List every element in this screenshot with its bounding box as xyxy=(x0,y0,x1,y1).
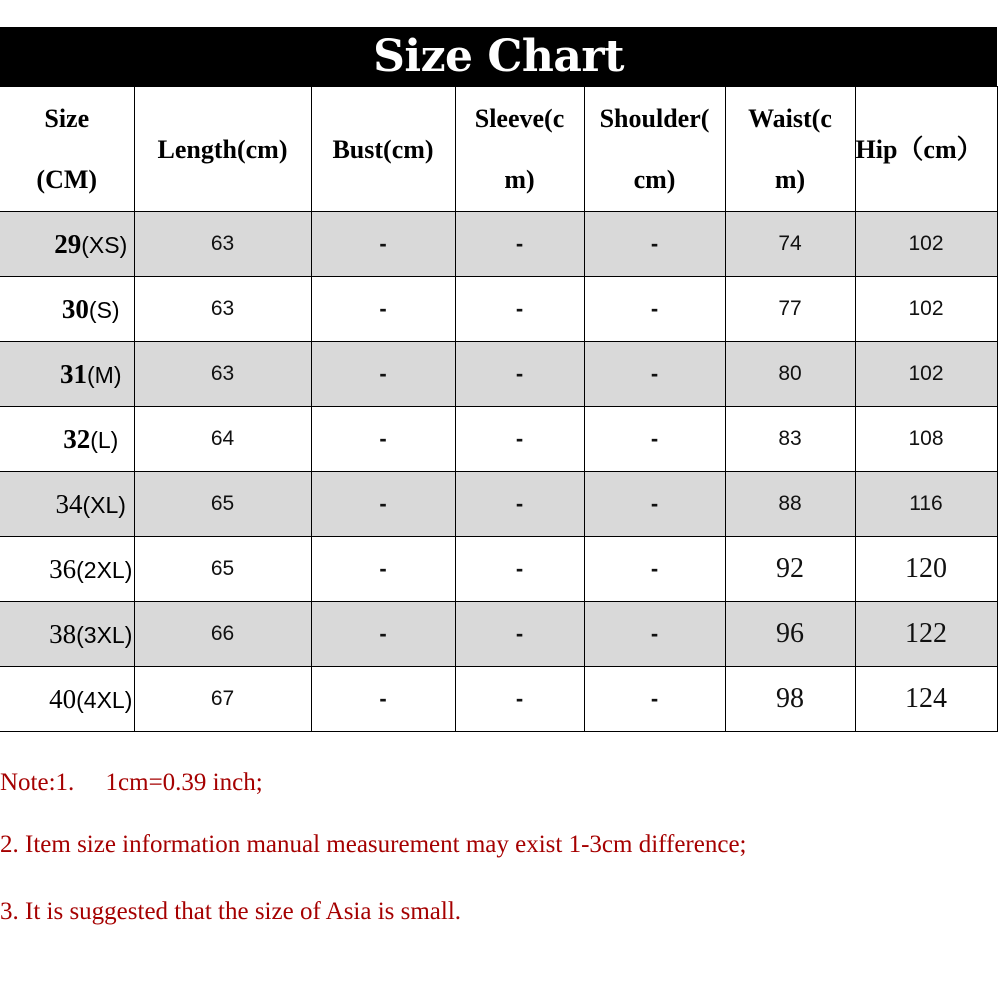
size-label: (4XL) xyxy=(76,686,133,713)
size-label: (XL) xyxy=(82,491,126,518)
table-row xyxy=(0,602,997,667)
sleeve-cell: - xyxy=(455,602,584,667)
shoulder-cell: - xyxy=(584,472,725,537)
bust-cell: - xyxy=(311,277,455,342)
shoulder-cell: - xyxy=(584,537,725,602)
waist-cell: 80 xyxy=(725,342,855,407)
sleeve-cell: - xyxy=(455,667,584,732)
waist-cell: 77 xyxy=(725,277,855,342)
length-cell: 66 xyxy=(134,602,311,667)
sleeve-cell: - xyxy=(455,342,584,407)
hip-cell: 124 xyxy=(855,667,997,732)
sleeve-cell: - xyxy=(455,472,584,537)
size-number: 40 xyxy=(49,683,77,714)
length-cell: 65 xyxy=(134,472,311,537)
size-label: (2XL) xyxy=(76,556,133,583)
hip-cell: 120 xyxy=(855,537,997,602)
table-row xyxy=(0,667,997,732)
size-number: 34 xyxy=(55,488,83,519)
length-cell: 67 xyxy=(134,667,311,732)
hip-cell: 122 xyxy=(855,602,997,667)
header-length: Length(cm) xyxy=(134,87,311,212)
header-shoulder: Shoulder( cm) xyxy=(584,87,725,212)
note-line-1: Note:1. 1cm=0.39 inch; xyxy=(0,769,263,796)
note-line-3: 3. It is suggested that the size of Asia is small. xyxy=(0,898,462,925)
size-cell xyxy=(0,342,134,407)
note-line-2: 2. Item size information manual measurement may exist 1-3cm difference; xyxy=(0,831,747,858)
table-header-row xyxy=(0,87,997,212)
size-number: 30 xyxy=(61,293,89,324)
header-bust: Bust(cm) xyxy=(311,87,455,212)
table-row xyxy=(0,407,997,472)
header-sleeve: Sleeve(c m) xyxy=(455,87,584,212)
bust-cell: - xyxy=(311,667,455,732)
sleeve-cell: - xyxy=(455,407,584,472)
waist-cell: 88 xyxy=(725,472,855,537)
header-size: Size (CM) xyxy=(0,87,134,212)
length-cell: 65 xyxy=(134,537,311,602)
table-row xyxy=(0,342,997,407)
size-cell xyxy=(0,602,134,667)
length-cell: 64 xyxy=(134,407,311,472)
hip-cell: 108 xyxy=(855,407,997,472)
hip-cell: 102 xyxy=(855,212,997,277)
length-cell: 63 xyxy=(134,212,311,277)
table-row xyxy=(0,277,997,342)
waist-cell: 92 xyxy=(725,537,855,602)
size-table xyxy=(0,86,998,732)
size-label: (M) xyxy=(87,361,122,388)
header-hip: Hip（cm） xyxy=(855,87,997,212)
shoulder-cell: - xyxy=(584,342,725,407)
size-number: 38 xyxy=(49,618,77,649)
sleeve-cell: - xyxy=(455,277,584,342)
bust-cell: - xyxy=(311,342,455,407)
shoulder-cell: - xyxy=(584,277,725,342)
length-cell: 63 xyxy=(134,342,311,407)
table-row xyxy=(0,472,997,537)
size-chart-title: Size Chart xyxy=(0,27,997,86)
hip-cell: 102 xyxy=(855,277,997,342)
waist-cell: 98 xyxy=(725,667,855,732)
size-label: (3XL) xyxy=(76,621,133,648)
size-number: 32 xyxy=(63,423,91,454)
size-number: 36 xyxy=(49,553,77,584)
table-row xyxy=(0,212,997,277)
bust-cell: - xyxy=(311,212,455,277)
header-waist: Waist(c m) xyxy=(725,87,855,212)
size-number: 29 xyxy=(54,228,82,259)
size-cell xyxy=(0,667,134,732)
size-cell xyxy=(0,407,134,472)
bust-cell: - xyxy=(311,472,455,537)
hip-cell: 102 xyxy=(855,342,997,407)
size-label: (XS) xyxy=(81,231,128,258)
shoulder-cell: - xyxy=(584,602,725,667)
size-cell xyxy=(0,472,134,537)
size-label: (S) xyxy=(88,296,120,323)
bust-cell: - xyxy=(311,537,455,602)
waist-cell: 83 xyxy=(725,407,855,472)
sleeve-cell: - xyxy=(455,212,584,277)
length-cell: 63 xyxy=(134,277,311,342)
table-row xyxy=(0,537,997,602)
size-number: 31 xyxy=(60,358,87,389)
shoulder-cell: - xyxy=(584,667,725,732)
hip-cell: 116 xyxy=(855,472,997,537)
shoulder-cell: - xyxy=(584,407,725,472)
size-cell xyxy=(0,212,134,277)
waist-cell: 96 xyxy=(725,602,855,667)
bust-cell: - xyxy=(311,407,455,472)
shoulder-cell: - xyxy=(584,212,725,277)
bust-cell: - xyxy=(311,602,455,667)
waist-cell: 74 xyxy=(725,212,855,277)
sleeve-cell: - xyxy=(455,537,584,602)
size-cell xyxy=(0,277,134,342)
size-cell xyxy=(0,537,134,602)
size-label: (L) xyxy=(90,426,119,453)
